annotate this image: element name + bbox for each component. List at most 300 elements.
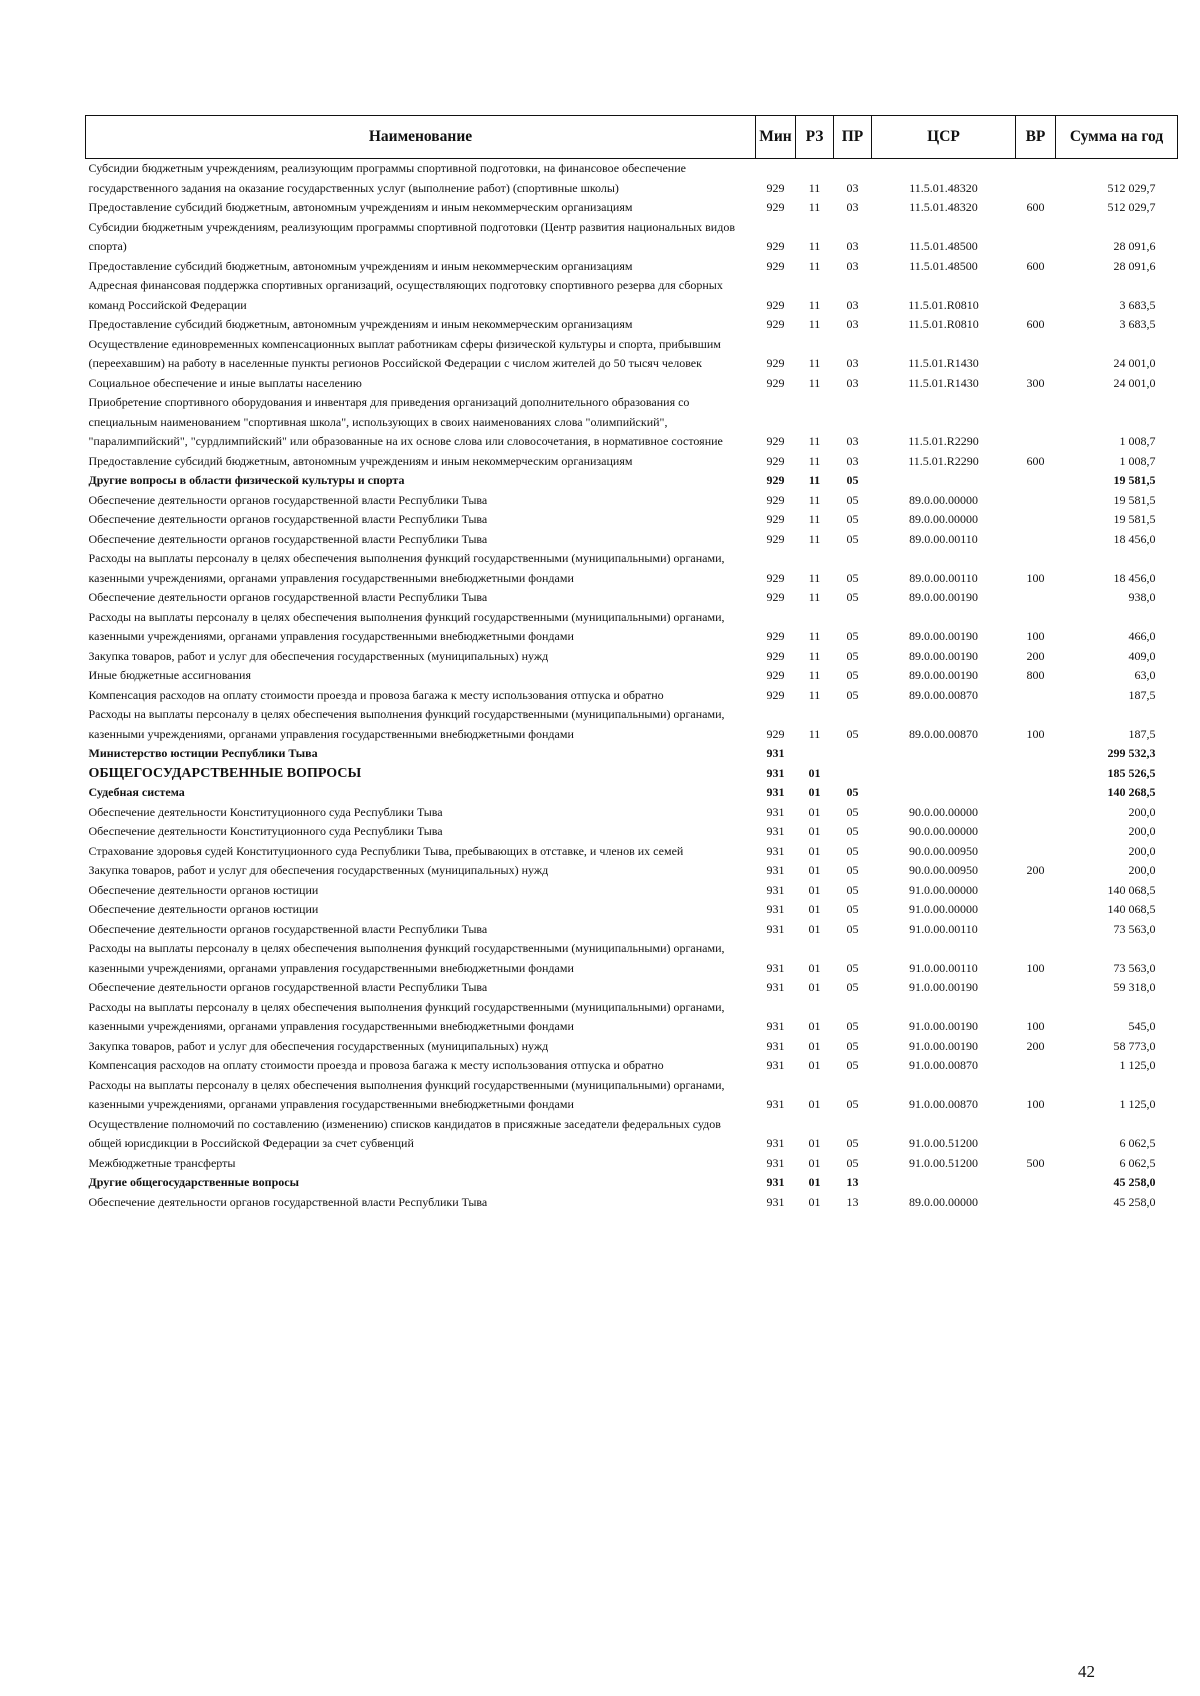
cell-min: 929: [766, 180, 785, 195]
cell-min: 929: [766, 317, 785, 331]
cell-csr: [872, 1173, 1016, 1193]
cell-sum: 200,0: [1128, 843, 1156, 858]
cell-csr: 11.5.01.48320: [909, 200, 978, 214]
cell-sum: 58 773,0: [1113, 1038, 1156, 1053]
cell-pr: 05: [846, 824, 859, 838]
cell-pr: 03: [846, 297, 859, 312]
cell-min: 929: [766, 375, 785, 390]
cell-name: Министерство юстиции Республики Тыва: [88, 746, 318, 760]
cell-vr: [1016, 1115, 1056, 1154]
header-rz: РЗ: [796, 116, 834, 159]
cell-csr: 89.0.00.00190: [909, 648, 978, 663]
cell-name: Субсидии бюджетным учреждениям, реализующим программы спортивной подготовки, на финансовое обеспечение государственного задания на оказание государственных услуг (выполнение работ) (спортивные школы): [88, 161, 686, 195]
cell-name: Страхование здоровья судей Конституционного суда Республики Тыва, пребывающих в отставке, и членов их семей: [88, 843, 684, 858]
table-row: [86, 198, 1178, 218]
cell-rz: 01: [808, 804, 821, 819]
table-row: [86, 1115, 1178, 1154]
cell-name: Адресная финансовая поддержка спортивных организаций, осуществляющих подготовку спортивного резерва для сборных команд Российской Федерации: [88, 278, 723, 312]
cell-name: Расходы на выплаты персоналу в целях обеспечения выполнения функций государственными (муниципальными) органами, казенными учреждениями, органами управления государственными внебюджетными фондами: [88, 999, 725, 1033]
cell-pr: 05: [846, 1155, 859, 1170]
cell-pr: 05: [846, 1136, 859, 1150]
cell-name: Обеспечение деятельности органов государственной власти Республики Тыва: [88, 590, 488, 604]
cell-sum: 63,0: [1134, 668, 1156, 682]
cell-name: Обеспечение деятельности Конституционного суда Республики Тыва: [88, 804, 443, 819]
cell-name: Расходы на выплаты персоналу в целях обеспечения выполнения функций государственными (муниципальными) органами, казенными учреждениями, органами управления государственными внебюджетными фондами: [88, 941, 725, 975]
cell-csr: 91.0.00.51200: [909, 1155, 978, 1170]
cell-min: 929: [766, 570, 785, 585]
cell-rz: 11: [808, 297, 821, 312]
cell-min: 931: [766, 785, 785, 799]
table-row: [86, 842, 1178, 862]
cell-csr: 89.0.00.00190: [909, 590, 978, 604]
cell-sum: 28 091,6: [1113, 239, 1156, 253]
cell-name: Осуществление единовременных компенсационных выплат работникам сферы физической культуры и спорта, прибывшим (переехавшим) на работу в населенные пункты регионов Российской Федерации с числом жителей до 50 тысяч человек: [88, 336, 721, 370]
table-row: [86, 939, 1178, 978]
cell-pr: 05: [846, 726, 859, 741]
cell-pr: 13: [846, 1194, 859, 1209]
table-row: [86, 257, 1178, 277]
cell-csr: 90.0.00.00000: [909, 824, 978, 838]
cell-vr: 100: [1026, 960, 1045, 975]
cell-pr: 03: [846, 258, 859, 273]
cell-sum: 19 581,5: [1113, 473, 1156, 487]
cell-name: Осуществление полномочий по составлению (изменению) списков кандидатов в присяжные заседатели федеральных судов общей юрисдикции в Российской Федерации за счет субвенций: [88, 1116, 721, 1150]
cell-pr: 03: [846, 180, 859, 195]
cell-pr: 05: [846, 668, 859, 682]
cell-name: Компенсация расходов на оплату стоимости проезда и провоза багажа к месту использования отпуска и обратно: [88, 1058, 664, 1072]
cell-rz: [796, 744, 834, 764]
cell-name: Расходы на выплаты персоналу в целях обеспечения выполнения функций государственными (муниципальными) органами, казенными учреждениями, органами управления государственными внебюджетными фондами: [88, 609, 725, 643]
cell-vr: 500: [1026, 1155, 1045, 1170]
cell-name: Другие общегосударственные вопросы: [88, 1175, 299, 1189]
cell-sum: 45 258,0: [1113, 1194, 1156, 1209]
cell-min: 929: [766, 434, 785, 448]
cell-csr: 89.0.00.00110: [909, 531, 978, 546]
cell-rz: 11: [808, 726, 821, 741]
cell-min: 931: [766, 804, 785, 819]
cell-vr: 600: [1026, 200, 1045, 214]
cell-sum: 512 029,7: [1107, 180, 1156, 195]
cell-sum: 1 125,0: [1119, 1097, 1156, 1111]
cell-csr: 89.0.00.00870: [909, 687, 978, 702]
table-row: [86, 900, 1178, 920]
cell-csr: 11.5.01.R1430: [908, 356, 979, 370]
cell-name: Компенсация расходов на оплату стоимости проезда и провоза багажа к месту использования отпуска и обратно: [88, 687, 664, 702]
table-row: [86, 686, 1178, 706]
cell-rz: 01: [808, 960, 821, 975]
cell-csr: 91.0.00.00190: [909, 1038, 978, 1053]
cell-csr: 11.5.01.R0810: [908, 317, 979, 331]
cell-sum: 512 029,7: [1107, 200, 1156, 214]
cell-rz: 01: [808, 1038, 821, 1053]
cell-rz: 11: [808, 200, 821, 214]
cell-min: 929: [766, 668, 785, 682]
cell-vr: 100: [1026, 1019, 1045, 1033]
table-row: [86, 1056, 1178, 1076]
cell-csr: [872, 764, 1016, 784]
cell-sum: 1 008,7: [1119, 453, 1156, 468]
cell-sum: 59 318,0: [1113, 980, 1156, 994]
cell-min: 929: [766, 512, 785, 526]
cell-rz: 01: [808, 882, 821, 897]
cell-rz: 01: [808, 785, 821, 799]
table-row: [86, 978, 1178, 998]
cell-pr: 05: [846, 590, 859, 604]
cell-pr: 05: [846, 687, 859, 702]
cell-csr: 91.0.00.00110: [909, 921, 978, 936]
cell-min: 929: [766, 687, 785, 702]
table-row: [86, 998, 1178, 1037]
cell-csr: 89.0.00.00870: [909, 726, 978, 741]
cell-vr: [1016, 1173, 1056, 1193]
cell-vr: [1016, 335, 1056, 374]
header-pr: ПР: [834, 116, 872, 159]
cell-pr: 03: [846, 375, 859, 390]
cell-sum: 140 268,5: [1107, 785, 1156, 799]
cell-vr: [1016, 588, 1056, 608]
cell-sum: 1 008,7: [1119, 434, 1156, 448]
cell-csr: 11.5.01.R1430: [908, 375, 979, 390]
cell-sum: 140 068,5: [1107, 882, 1156, 897]
cell-min: 929: [766, 492, 785, 507]
cell-name: Закупка товаров, работ и услуг для обеспечения государственных (муниципальных) нужд: [88, 863, 549, 877]
cell-name: Обеспечение деятельности органов государственной власти Республики Тыва: [88, 512, 488, 526]
cell-pr: 05: [846, 531, 859, 546]
cell-rz: 11: [808, 668, 821, 682]
cell-vr: [1016, 510, 1056, 530]
cell-rz: 11: [808, 492, 821, 507]
cell-vr: 100: [1026, 629, 1045, 643]
cell-min: 931: [766, 765, 785, 780]
cell-min: 929: [766, 726, 785, 741]
cell-name: Субсидии бюджетным учреждениям, реализующим программы спортивной подготовки (Центр развития национальных видов спорта): [88, 219, 735, 253]
cell-sum: 140 068,5: [1107, 902, 1156, 916]
table-row: [86, 530, 1178, 550]
cell-pr: 05: [846, 1038, 859, 1053]
cell-pr: 05: [846, 570, 859, 585]
table-body: [86, 159, 1178, 1213]
table-row: [86, 920, 1178, 940]
cell-csr: 91.0.00.00000: [909, 882, 978, 897]
cell-min: 931: [766, 1058, 785, 1072]
table-header: [86, 116, 1178, 159]
cell-min: 931: [766, 1097, 785, 1111]
cell-sum: 200,0: [1128, 804, 1156, 819]
table-row: [86, 705, 1178, 744]
cell-rz: 11: [808, 434, 821, 448]
cell-min: 929: [766, 453, 785, 468]
cell-csr: 91.0.00.51200: [909, 1136, 978, 1150]
cell-sum: 6 062,5: [1119, 1136, 1156, 1150]
cell-name: Предоставление субсидий бюджетным, автономным учреждениям и иным некоммерческим организациям: [88, 317, 633, 331]
cell-min: 929: [766, 258, 785, 273]
cell-rz: 01: [808, 1175, 821, 1189]
cell-pr: 03: [846, 453, 859, 468]
cell-min: 931: [766, 902, 785, 916]
table-row: [86, 510, 1178, 530]
cell-rz: 01: [808, 980, 821, 994]
cell-csr: 89.0.00.00190: [909, 668, 978, 682]
cell-vr: [1016, 393, 1056, 452]
cell-csr: 89.0.00.00000: [909, 512, 978, 526]
cell-pr: 13: [846, 1175, 859, 1189]
cell-vr: [1016, 491, 1056, 511]
cell-pr: 05: [846, 629, 859, 643]
cell-sum: 73 563,0: [1113, 921, 1156, 936]
cell-min: 931: [766, 1136, 785, 1150]
table-row: [86, 393, 1178, 452]
cell-csr: 11.5.01.R0810: [908, 297, 979, 312]
header-csr: ЦСР: [872, 116, 1016, 159]
cell-rz: 01: [808, 1194, 821, 1209]
cell-min: 929: [766, 239, 785, 253]
cell-sum: 73 563,0: [1113, 960, 1156, 975]
cell-vr: 600: [1026, 258, 1045, 273]
header-sum: Сумма на год: [1056, 116, 1178, 159]
cell-sum: 19 581,5: [1113, 492, 1156, 507]
cell-vr: 300: [1026, 375, 1045, 390]
table-row: [86, 608, 1178, 647]
cell-rz: 11: [808, 570, 821, 585]
cell-rz: 11: [808, 317, 821, 331]
cell-csr: 89.0.00.00000: [909, 1194, 978, 1209]
cell-pr: 05: [846, 1097, 859, 1111]
cell-sum: 545,0: [1128, 1019, 1156, 1033]
table-row: [86, 452, 1178, 472]
cell-csr: 11.5.01.48320: [909, 180, 978, 195]
cell-pr: 05: [846, 980, 859, 994]
cell-vr: [1016, 276, 1056, 315]
table-row: [86, 647, 1178, 667]
cell-vr: [1016, 900, 1056, 920]
cell-sum: 200,0: [1128, 824, 1156, 838]
cell-csr: [872, 783, 1016, 803]
cell-rz: 11: [808, 453, 821, 468]
cell-csr: 91.0.00.00870: [909, 1058, 978, 1072]
cell-sum: 19 581,5: [1113, 512, 1156, 526]
cell-pr: 05: [846, 804, 859, 819]
cell-min: 931: [766, 863, 785, 877]
cell-sum: 45 258,0: [1113, 1175, 1156, 1189]
cell-vr: 100: [1026, 726, 1045, 741]
cell-name: Другие вопросы в области физической культуры и спорта: [88, 473, 405, 487]
cell-vr: 600: [1026, 317, 1045, 331]
cell-pr: 05: [846, 921, 859, 936]
cell-sum: 466,0: [1128, 629, 1156, 643]
table-row: [86, 1037, 1178, 1057]
cell-sum: 187,5: [1128, 726, 1156, 741]
cell-pr: 03: [846, 317, 859, 331]
cell-vr: 100: [1026, 1097, 1045, 1111]
cell-sum: 200,0: [1128, 863, 1156, 877]
header-vr: ВР: [1016, 116, 1056, 159]
cell-vr: 800: [1026, 668, 1045, 682]
cell-vr: [1016, 978, 1056, 998]
cell-csr: 91.0.00.00870: [909, 1097, 978, 1111]
cell-vr: [1016, 920, 1056, 940]
cell-rz: 11: [808, 180, 821, 195]
header-min: Мин: [756, 116, 796, 159]
cell-min: 931: [766, 746, 785, 760]
cell-min: 931: [766, 960, 785, 975]
cell-pr: 05: [846, 960, 859, 975]
cell-pr: 03: [846, 434, 859, 448]
cell-pr: 05: [846, 648, 859, 663]
cell-vr: 200: [1026, 648, 1045, 663]
cell-pr: 05: [846, 473, 859, 487]
cell-name: Закупка товаров, работ и услуг для обеспечения государственных (муниципальных) нужд: [88, 1038, 549, 1053]
cell-rz: 11: [808, 473, 821, 487]
cell-name: Судебная система: [88, 785, 185, 799]
cell-min: 931: [766, 980, 785, 994]
page-number: 42: [1078, 1662, 1095, 1681]
cell-name: Социальное обеспечение и иные выплаты населению: [88, 375, 362, 390]
cell-csr: 90.0.00.00950: [909, 843, 978, 858]
table-row: [86, 881, 1178, 901]
table-row: [86, 218, 1178, 257]
table-row: [86, 276, 1178, 315]
cell-vr: [1016, 764, 1056, 784]
cell-pr: 03: [846, 239, 859, 253]
table-row: [86, 822, 1178, 842]
cell-vr: [1016, 471, 1056, 491]
cell-min: 931: [766, 843, 785, 858]
cell-csr: [872, 744, 1016, 764]
table-row: [86, 159, 1178, 199]
cell-sum: 1 125,0: [1119, 1058, 1156, 1072]
table-row: [86, 1193, 1178, 1213]
cell-sum: 299 532,3: [1107, 746, 1156, 760]
cell-name: ОБЩЕГОСУДАРСТВЕННЫЕ ВОПРОСЫ: [88, 765, 362, 781]
table-row: [86, 1173, 1178, 1193]
cell-name: Расходы на выплаты персоналу в целях обеспечения выполнения функций государственными (муниципальными) органами, казенными учреждениями, органами управления государственными внебюджетными фондами: [88, 1077, 725, 1111]
table-row: [86, 666, 1178, 686]
cell-sum: 938,0: [1128, 590, 1156, 604]
cell-rz: 11: [808, 687, 821, 702]
cell-sum: 187,5: [1128, 687, 1156, 702]
cell-sum: 24 001,0: [1113, 356, 1156, 370]
cell-name: Закупка товаров, работ и услуг для обеспечения государственных (муниципальных) нужд: [88, 648, 549, 663]
cell-csr: 90.0.00.00000: [909, 804, 978, 819]
cell-vr: [1016, 1193, 1056, 1213]
table-row: [86, 783, 1178, 803]
cell-pr: 05: [846, 1019, 859, 1033]
cell-pr: 03: [846, 356, 859, 370]
cell-pr: 05: [846, 1058, 859, 1072]
cell-vr: [1016, 1056, 1056, 1076]
cell-csr: 11.5.01.48500: [909, 258, 978, 273]
cell-rz: 11: [808, 239, 821, 253]
cell-rz: 11: [808, 258, 821, 273]
cell-rz: 11: [808, 648, 821, 663]
cell-rz: 11: [808, 531, 821, 546]
cell-pr: 05: [846, 785, 859, 799]
cell-sum: 3 683,5: [1119, 297, 1156, 312]
cell-vr: [1016, 744, 1056, 764]
table-row: [86, 1076, 1178, 1115]
cell-sum: 24 001,0: [1113, 375, 1156, 390]
cell-name: Обеспечение деятельности органов юстиции: [88, 882, 319, 897]
cell-rz: 01: [808, 1155, 821, 1170]
cell-csr: 11.5.01.R2290: [908, 434, 979, 448]
cell-vr: [1016, 783, 1056, 803]
cell-sum: 185 526,5: [1107, 765, 1156, 780]
table-row: [86, 1154, 1178, 1174]
cell-min: 931: [766, 1155, 785, 1170]
budget-table: [85, 115, 1178, 1212]
cell-rz: 01: [808, 843, 821, 858]
cell-min: 929: [766, 648, 785, 663]
cell-vr: [1016, 842, 1056, 862]
table-row: [86, 471, 1178, 491]
cell-rz: 11: [808, 356, 821, 370]
cell-sum: 6 062,5: [1119, 1155, 1156, 1170]
cell-sum: 18 456,0: [1113, 570, 1156, 585]
cell-vr: 200: [1026, 1038, 1045, 1053]
cell-csr: 91.0.00.00110: [909, 960, 978, 975]
cell-pr: 03: [846, 200, 859, 214]
cell-min: 929: [766, 629, 785, 643]
cell-min: 929: [766, 531, 785, 546]
cell-csr: 90.0.00.00950: [909, 863, 978, 877]
cell-rz: 01: [808, 1136, 821, 1150]
cell-name: Обеспечение деятельности органов государственной власти Республики Тыва: [88, 492, 488, 507]
cell-csr: 91.0.00.00000: [909, 902, 978, 916]
cell-vr: [1016, 530, 1056, 550]
cell-rz: 11: [808, 512, 821, 526]
cell-pr: [834, 764, 872, 784]
cell-name: Обеспечение деятельности Конституционного суда Республики Тыва: [88, 824, 443, 838]
table-row: [86, 764, 1178, 784]
cell-min: 931: [766, 824, 785, 838]
cell-name: Межбюджетные трансферты: [88, 1155, 236, 1170]
cell-rz: 01: [808, 902, 821, 916]
cell-csr: 11.5.01.R2290: [908, 453, 979, 468]
cell-min: 931: [766, 882, 785, 897]
cell-min: 931: [766, 1038, 785, 1053]
cell-name: Предоставление субсидий бюджетным, автономным учреждениям и иным некоммерческим организациям: [88, 453, 633, 468]
cell-pr: 05: [846, 902, 859, 916]
table-row: [86, 588, 1178, 608]
cell-vr: [1016, 686, 1056, 706]
table-row: [86, 374, 1178, 394]
cell-name: Иные бюджетные ассигнования: [88, 668, 251, 682]
cell-csr: [872, 471, 1016, 491]
cell-vr: [1016, 218, 1056, 257]
cell-vr: 200: [1026, 863, 1045, 877]
cell-rz: 11: [808, 590, 821, 604]
cell-name: Предоставление субсидий бюджетным, автономным учреждениям и иным некоммерческим организациям: [88, 200, 633, 214]
cell-name: Обеспечение деятельности органов государственной власти Республики Тыва: [88, 980, 488, 994]
cell-min: 929: [766, 297, 785, 312]
header-name: Наименование: [86, 116, 756, 159]
cell-csr: 89.0.00.00000: [909, 492, 978, 507]
cell-pr: 05: [846, 843, 859, 858]
cell-vr: [1016, 881, 1056, 901]
table-row: [86, 315, 1178, 335]
cell-vr: 600: [1026, 453, 1045, 468]
table-row: [86, 803, 1178, 823]
cell-rz: 01: [808, 1097, 821, 1111]
cell-name: Обеспечение деятельности органов государственной власти Республики Тыва: [88, 531, 488, 546]
cell-sum: 409,0: [1128, 648, 1156, 663]
cell-pr: [834, 744, 872, 764]
cell-name: Обеспечение деятельности органов государственной власти Республики Тыва: [88, 1194, 488, 1209]
cell-vr: 100: [1026, 570, 1045, 585]
cell-rz: 01: [808, 1058, 821, 1072]
cell-csr: 89.0.00.00190: [909, 629, 978, 643]
cell-pr: 05: [846, 512, 859, 526]
